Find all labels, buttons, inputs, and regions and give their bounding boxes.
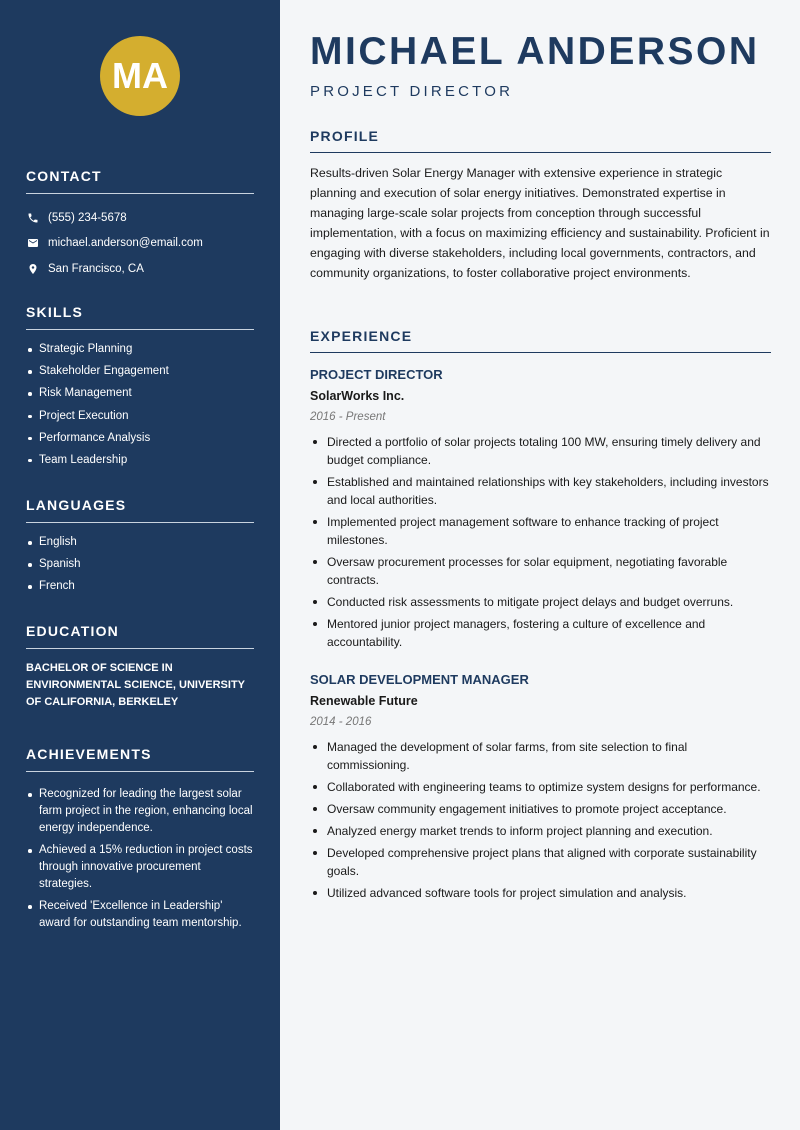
skill-item: Risk Management bbox=[26, 385, 254, 407]
person-title: PROJECT DIRECTOR bbox=[310, 83, 514, 100]
education-heading: EDUCATION bbox=[26, 623, 254, 649]
achievement-item: Achieved a 15% reduction in project costs through innovative procurement strategies. bbox=[26, 842, 254, 893]
job-bullet: Developed comprehensive project plans that aligned with corporate sustainability goals. bbox=[310, 844, 771, 880]
profile-section bbox=[310, 128, 771, 283]
achievements-list bbox=[26, 786, 254, 932]
languages-section bbox=[26, 497, 254, 601]
job-dates: 2016 - Present bbox=[310, 411, 386, 423]
skill-item: Team Leadership bbox=[26, 452, 254, 474]
phone-icon bbox=[26, 211, 40, 225]
languages-list bbox=[26, 534, 254, 601]
job-entry bbox=[310, 366, 771, 655]
skill-item: Stakeholder Engagement bbox=[26, 363, 254, 385]
job-company: Renewable Future bbox=[310, 694, 418, 708]
job-bullet: Collaborated with engineering teams to optimize system designs for performance. bbox=[310, 778, 771, 796]
job-bullet: Implemented project management software to enhance tracking of project milestones. bbox=[310, 513, 771, 549]
job-title: PROJECT DIRECTOR bbox=[310, 367, 443, 382]
skill-item: Strategic Planning bbox=[26, 341, 254, 363]
job-entry bbox=[310, 671, 771, 906]
person-name: MICHAEL ANDERSON bbox=[310, 30, 760, 73]
achievement-item: Received 'Excellence in Leadership' award for outstanding team mentorship. bbox=[26, 898, 254, 932]
achievements-section bbox=[26, 746, 254, 937]
job-company: SolarWorks Inc. bbox=[310, 389, 405, 403]
job-bullets bbox=[310, 738, 771, 902]
skill-item: Performance Analysis bbox=[26, 430, 254, 452]
email-icon bbox=[26, 236, 40, 250]
skills-list bbox=[26, 341, 254, 474]
avatar-initials: MA bbox=[100, 36, 180, 116]
skill-item: Project Execution bbox=[26, 408, 254, 430]
contact-email[interactable] bbox=[26, 231, 254, 257]
contact-location bbox=[26, 256, 254, 282]
job-bullet: Managed the development of solar farms, from site selection to final commissioning. bbox=[310, 738, 771, 774]
education-section bbox=[26, 623, 254, 711]
achievements-heading: ACHIEVEMENTS bbox=[26, 746, 254, 772]
contact-heading: CONTACT bbox=[26, 168, 254, 194]
job-dates: 2014 - 2016 bbox=[310, 716, 372, 728]
skills-heading: SKILLS bbox=[26, 304, 254, 330]
job-bullet: Oversaw procurement processes for solar equipment, negotiating favorable contracts. bbox=[310, 553, 771, 589]
location-pin-icon bbox=[26, 262, 40, 276]
job-bullet: Mentored junior project managers, fostering a culture of excellence and accountability. bbox=[310, 615, 771, 651]
languages-heading: LANGUAGES bbox=[26, 497, 254, 523]
job-bullets bbox=[310, 433, 771, 651]
job-bullet: Analyzed energy market trends to inform project planning and execution. bbox=[310, 822, 771, 840]
job-title: SOLAR DEVELOPMENT MANAGER bbox=[310, 672, 529, 687]
contact-location-text: San Francisco, CA bbox=[48, 262, 144, 275]
contact-phone[interactable] bbox=[26, 205, 254, 231]
sidebar bbox=[0, 0, 280, 1130]
profile-heading: PROFILE bbox=[310, 128, 771, 153]
job-bullet: Conducted risk assessments to mitigate project delays and budget overruns. bbox=[310, 593, 771, 611]
experience-heading: EXPERIENCE bbox=[310, 328, 771, 353]
main-content bbox=[280, 0, 800, 1130]
job-bullet: Directed a portfolio of solar projects totaling 100 MW, ensuring timely delivery and budget compliance. bbox=[310, 433, 771, 469]
experience-section bbox=[310, 328, 771, 353]
contact-email-text: michael.anderson@email.com bbox=[48, 237, 203, 250]
achievement-item: Recognized for leading the largest solar farm project in the region, enhancing local energy independence. bbox=[26, 786, 254, 837]
language-item: French bbox=[26, 578, 254, 600]
language-item: English bbox=[26, 534, 254, 556]
contact-phone-text: (555) 234-5678 bbox=[48, 211, 127, 224]
education-degree: BACHELOR OF SCIENCE IN ENVIRONMENTAL SCIENCE, UNIVERSITY OF CALIFORNIA, BERKELEY bbox=[26, 662, 245, 708]
job-bullet: Established and maintained relationships with key stakeholders, including investors and local authorities. bbox=[310, 473, 771, 509]
profile-summary: Results-driven Solar Energy Manager with extensive experience in strategic planning and execution of solar energy initiatives. Demonstrated expertise in managing large-scale solar projects from conception through successful implementation, with a focus on maximizing efficiency and sustainability. Proficient in engaging with diverse stakeholders, including local governments, contractors, and community organizations, to foster collaborative project environments. bbox=[310, 166, 770, 280]
contact-section bbox=[26, 168, 254, 282]
job-bullet: Utilized advanced software tools for project simulation and analysis. bbox=[310, 884, 771, 902]
skills-section bbox=[26, 304, 254, 474]
language-item: Spanish bbox=[26, 556, 254, 578]
job-bullet: Oversaw community engagement initiatives to promote project acceptance. bbox=[310, 800, 771, 818]
